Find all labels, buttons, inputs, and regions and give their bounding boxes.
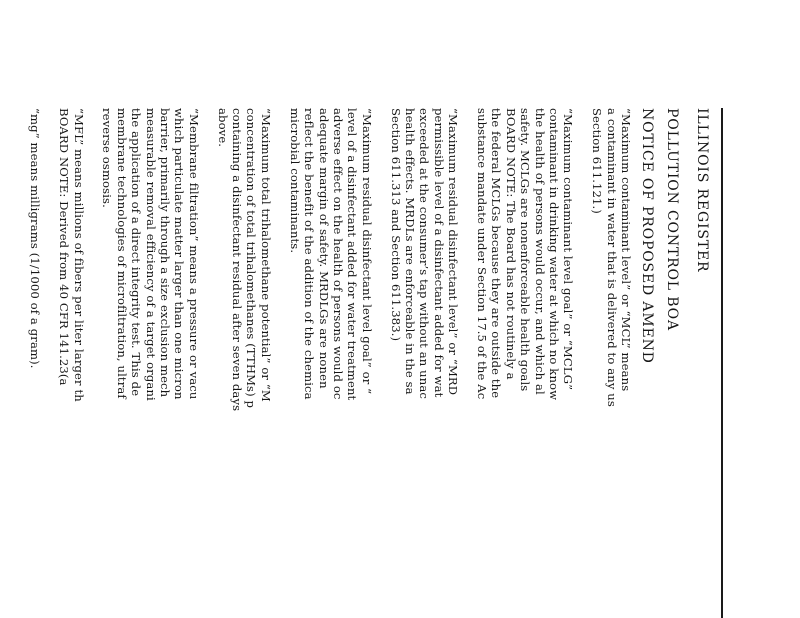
definition-mrdlg: “Maximum residual disinfectant level goal” or “ level of a disinfectant added for water treatment adverse effect on the health of persons would oc adequate margin of safety. MRDLGs are nonen reflect the benefit of the addition of the chemica microbial contaminants. xyxy=(287,108,374,401)
notice-title: NOTICE OF PROPOSED AMEND xyxy=(639,108,655,364)
definitions-body xyxy=(14,108,633,618)
definition-tthm-potential: “Maximum total trihalomethane potential” or “M concentration of total trihalomethanes (TTHMs) p containing a disinfectant residual after seven days above. xyxy=(215,108,273,412)
definition-mrdl: “Maximum residual disinfectant level” or “MRD permissible level of a disinfectant added for wat exceeded at the consumer’s tap without an unac health effects. MRDLs are enforceable in the sa Section 611.313 and Section 611.383.) xyxy=(388,108,461,399)
definition-mfl: “MFL” means millions of fibers per liter larger th BOARD NOTE: Derived from 40 CFR 141.23(a xyxy=(57,108,86,402)
definition-mcl: “Maximum contaminant level” or “MCL” means a contaminant in water that is delivered to any us Section 611.121.) xyxy=(590,108,633,407)
definition-membrane-filtration: “Membrane filtration” means a pressure or vacu which particulate matter larger than one micron barrier, primarily through a size exclusion mech measurable removal efficiency of a target organi the application of a direct integrity test. This de membrane technologies of microfiltration, ultraf reverse osmosis. xyxy=(100,108,201,401)
board-title: POLLUTION CONTROL BOA xyxy=(664,108,680,331)
definition-mclg: “Maximum contaminant level goal” or “MCLG” contaminant in drinking water at which no know the health of persons would occur, and which al safety. MCLGs are nonenforceable health goals BOARD NOTE: The Board has not routinely a the federal MCLGs because they are outside the substance mandate under Section 17.5 of the Ac xyxy=(474,108,576,401)
register-title: ILLINOIS REGISTER xyxy=(694,108,710,273)
rotated-page xyxy=(28,108,765,618)
header-rule xyxy=(721,108,723,618)
definition-mg: “mg” means milligrams (1/1000 of a gram). xyxy=(28,108,43,369)
